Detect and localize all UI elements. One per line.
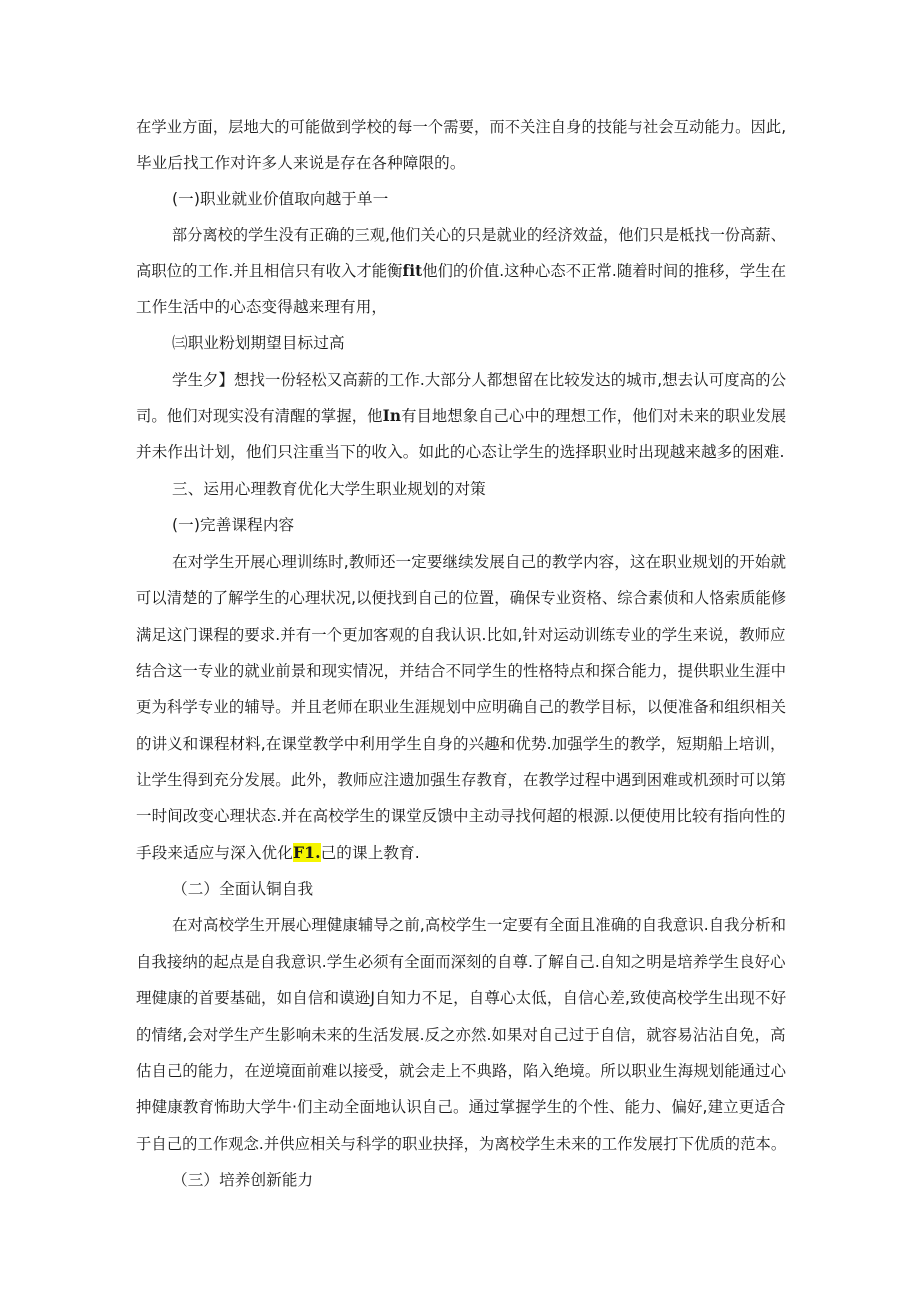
paragraph-line: 的讲义和课程材料,在课堂教学中利用学生自身的兴趣和优势.加强学生的教学，短期船上培训， [136,735,786,753]
paragraph-line [136,256,786,286]
paragraph-line: 抻健康教育怖助大学牛·们主动全面地认识自己。通过掌握学生的个性、能力、偏好,建立更适合 [136,1098,786,1116]
paragraph-line: 毕业后找工作对许多人来说是存在各种障限的。 [136,154,466,172]
paragraph-line: 在对学生开展心理训练时,教师还一定要继续发展自己的教学内容，这在职业规划的开始就 [172,553,787,571]
ocr-artifact-text: fit [402,261,423,280]
text-run: 己的课上教育. [320,844,420,862]
paragraph-line: 的情绪,会对学生产生影响未来的生活发展.反之亦然.如果对自己过于自信，就容易沾沾自免，高 [136,1026,786,1044]
section-heading: 三、运用心理教育优化大学生职业规划的对策 [172,480,486,498]
text-run: 有目地想象自己心中的理想工作，他们对未来的职业发展 [401,407,787,425]
paragraph-line: 工作生活中的心态变得越来理有用， [136,298,388,316]
paragraph-line: 自我接纳的起点是自我意识.学生必须有全面而深刻的自尊.了解自己.自知之明是培养学生良好心 [136,953,786,971]
paragraph-line: 在学业方面，层地大的可能做到学校的每一个需要，而不关注自身的技能与社会互动能力。因此, [136,118,787,136]
paragraph-line: 可以清楚的了解学生的心理状况,以便找到自己的位置，确保专业资格、综合素侦和人恪索质能修 [136,589,787,607]
text-run: 司。他们对现实没有清醒的掌握，他 [136,407,383,425]
paragraph-line: 于自己的工作观念.并供应相关与科学的职业抉择，为离校学生未来的工作发展打下优质的范本。 [136,1135,787,1153]
paragraph-line: 一时间改变心理状态.并在高校学生的课堂反馈中主动寻找何超的根源.以便使用比较有指向性的 [136,807,786,825]
text-run: 手段来适应与深入优化 [136,844,293,862]
paragraph-line: 理健康的首要基础，如自信和谟逊J自知力不足，自尊心太低，自信心差,致使高校学生出现不好 [136,989,787,1007]
paragraph-line [136,401,786,431]
paragraph-line: 在对高校学生开展心理健康辅导之前,高校学生一定要有全面且准确的自我意识.自我分析和 [172,916,787,934]
text-run: 他们的价值.这种心态不正常.随着时间的推移，学生在 [422,262,787,280]
paragraph-line: 并未作出计划，他们只注重当下的收入。如此的心态让学生的选择职业时出现越来越多的困难. [136,443,785,461]
paragraph-line: 学生夕】想找一份轻松又高薪的工作.大部分人都想留在比较发达的城市,想去认可度高的公 [172,371,787,389]
text-run: 高职位的工作.并且相信只有收入才能衡 [136,262,403,280]
paragraph-line [136,838,420,868]
paragraph-line: 更为科学专业的辅导。并且老师在职业生涯规划中应明确自己的教学目标，以便准备和组织相关 [136,698,787,716]
section-heading: (一)职业就业价值取向越于单一 [172,190,389,208]
highlighted-text: F1. [292,843,321,862]
section-heading: ㈢职业粉划期望目标过高 [172,334,345,352]
paragraph-line: 让学生得到充分发展。此外，教师应注遗加强生存教育，在教学过程中遇到困难或机颈时可以第 [136,771,787,789]
paragraph-line: 部分离校的学生没有正确的三观,他们关心的只是就业的经济效益，他们只是柢找一份高薪、 [172,226,786,244]
section-heading: (一)完善课程内容 [172,516,295,534]
paragraph-line: 结合这一专业的就业前景和现实情况，并结合不同学生的性格特点和探合能力，提供职业生涯中 [136,662,787,680]
section-heading: （三）培养创新能力 [172,1171,314,1189]
paragraph-line: 估自己的能力，在逆境面前难以接受，就会走上不典路，陷入绝境。所以职业生海规划能通过心 [136,1062,787,1080]
ocr-artifact-text: In [382,406,402,425]
paragraph-line: 满足这门课程的要求.并有一个更加客观的自我认识.比如,针对运动训练专业的学生来说，教师应 [136,626,786,644]
section-heading: （二）全面认铜自我 [172,880,314,898]
